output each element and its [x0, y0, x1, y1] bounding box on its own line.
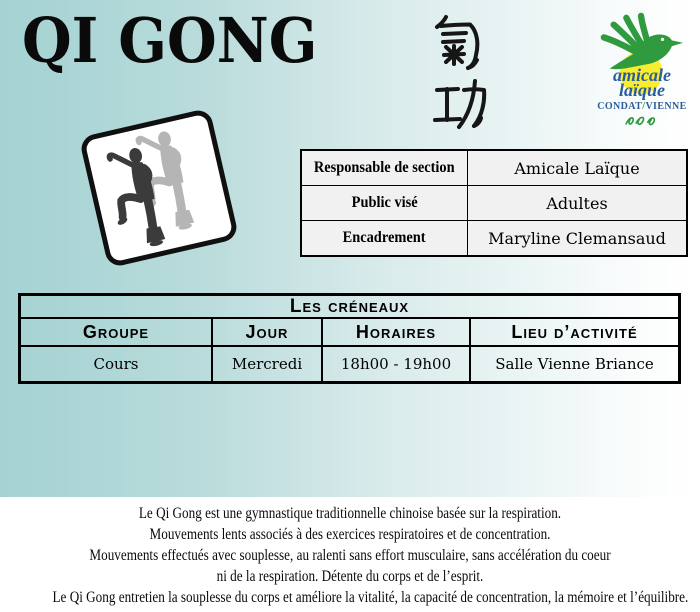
- description: [0, 503, 700, 608]
- schedule-title: Les créneaux: [21, 296, 678, 319]
- logo-slash: /: [642, 101, 646, 112]
- info-row-label: [302, 186, 467, 220]
- description-line: Mouvements lents associés à des exercices respiratoires et de concentration.: [149, 526, 551, 543]
- info-label-responsable: Responsable de section: [314, 159, 455, 176]
- info-row-value: [468, 221, 686, 255]
- page-title: QI GONG: [22, 4, 318, 77]
- kanji-gong-icon: [430, 75, 492, 131]
- schedule-cell-horaires: 18h00 - 19h00: [323, 347, 471, 381]
- qigong-figures-icon: [88, 119, 227, 256]
- org-logo: [589, 12, 695, 128]
- kanji-block: [430, 14, 492, 131]
- description-line: Le Qi Gong est une gymnastique traditionnelle chinoise basée sur la respiration.: [138, 505, 562, 522]
- info-row-label: [302, 221, 467, 255]
- info-table: [300, 149, 688, 257]
- info-label-encadrement: Encadrement: [343, 229, 426, 246]
- info-value-public: Adultes: [546, 193, 608, 213]
- logo-name-line1: amicale: [613, 65, 671, 85]
- logo-name: [589, 65, 695, 100]
- schedule-header-lieu: Lieu d’activité: [471, 319, 678, 347]
- kanji-qi-icon: [430, 14, 492, 70]
- info-row-label: [302, 151, 467, 185]
- schedule-cell-jour: Mercredi: [213, 347, 323, 381]
- schedule-cell-lieu: Salle Vienne Briance: [495, 355, 654, 373]
- logo-city-right: VIENNE: [645, 101, 687, 112]
- description-line: ni de la respiration. Détente du corps et de l’esprit.: [216, 568, 484, 585]
- info-row-value: [468, 186, 686, 220]
- schedule-cell-groupe: Cours: [21, 347, 213, 381]
- description-line: Le Qi Gong entretien la souplesse du corps et améliore la vitalité, la capacité de concentration, la mémoire et l’équilibre.: [52, 589, 689, 606]
- logo-location: [589, 101, 695, 112]
- description-line: Mouvements effectués avec souplesse, au ralenti sans effort musculaire, sans accélération du coeur: [89, 547, 611, 564]
- info-label-public: Public visé: [351, 194, 418, 211]
- schedule-table: [18, 293, 681, 384]
- schedule-header-groupe: Groupe: [21, 319, 213, 347]
- logo-name-line2: laïque: [618, 80, 665, 100]
- info-row-value: [468, 151, 686, 185]
- logo-city-left: CONDAT: [597, 101, 643, 112]
- signature-icon: [621, 113, 663, 128]
- info-value-responsable: Amicale Laïque: [514, 158, 640, 178]
- schedule-header-horaires: Horaires: [323, 319, 471, 347]
- info-value-encadrement: Maryline Clemansaud: [488, 228, 666, 248]
- schedule-header-jour: Jour: [213, 319, 323, 347]
